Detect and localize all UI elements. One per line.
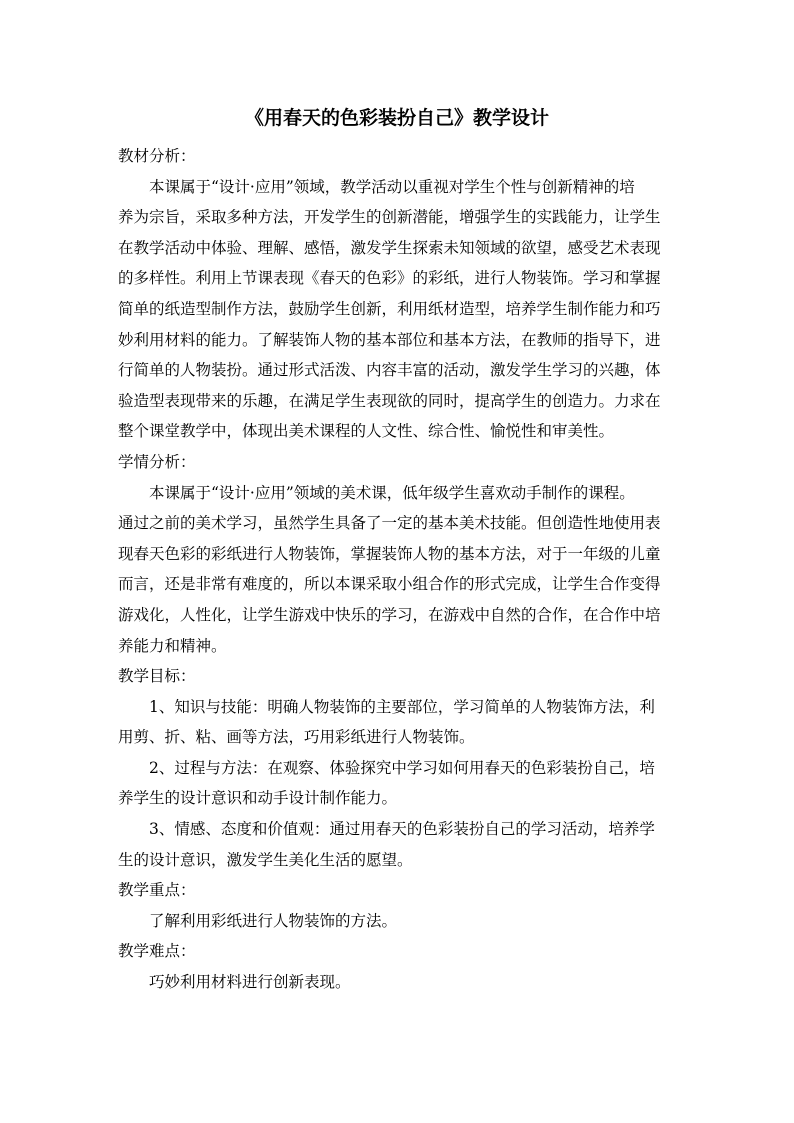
text-line: 1、知识与技能：明确人物装饰的主要部位，学习简单的人物装饰方法，利 bbox=[149, 697, 655, 716]
text-line: 养为宗旨，采取多种方法，开发学生的创新潜能，增强学生的实践能力，让学生 bbox=[118, 208, 661, 227]
text-line: 而言，还是非常有难度的，所以本课采取小组合作的形式完成，让学生合作变得 bbox=[118, 575, 661, 594]
section-heading-difficulties: 教学难点： bbox=[118, 942, 196, 961]
text-line: 验造型表现带来的乐趣，在满足学生表现欲的同时，提高学生的创造力。力求在 bbox=[118, 391, 661, 410]
text-line: 2、过程与方法：在观察、体验探究中学习如何用春天的色彩装扮自己，培 bbox=[149, 758, 655, 777]
text-line: 游戏化，人性化，让学生游戏中快乐的学习，在游戏中自然的合作，在合作中培 bbox=[118, 605, 661, 624]
text-line: 巧妙利用材料进行创新表现。 bbox=[149, 973, 351, 992]
document-body bbox=[118, 141, 678, 998]
text-line: 本课属于“设计·应用”领域，教学活动以重视对学生个性与创新精神的培 bbox=[149, 177, 635, 196]
text-line: 简单的纸造型制作方法，鼓励学生创新，利用纸材造型，培养学生制作能力和巧 bbox=[118, 299, 661, 318]
section-heading-textbook-analysis: 教材分析： bbox=[118, 147, 196, 165]
text-line: 现春天色彩的彩纸进行人物装饰，掌握装饰人物的基本方法，对于一年级的儿童 bbox=[118, 544, 661, 563]
text-line: 3、情感、态度和价值观：通过用春天的色彩装扮自己的学习活动，培养学 bbox=[149, 820, 655, 839]
text-line: 养能力和精神。 bbox=[118, 636, 227, 655]
paragraph-difficulties bbox=[118, 967, 678, 998]
text-line: 生的设计意识，激发学生美化生活的愿望。 bbox=[118, 850, 413, 869]
text-line: 在教学活动中体验、理解、感悟，激发学生探索未知领域的欲望，感受艺术表现 bbox=[118, 238, 661, 257]
section-heading-student-analysis: 学情分析： bbox=[118, 452, 196, 471]
text-line: 养学生的设计意识和动手设计制作能力。 bbox=[118, 789, 398, 808]
paragraph-goal-attitude-values bbox=[118, 814, 678, 875]
text-line: 用剪、折、粘、画等方法，巧用彩纸进行人物装饰。 bbox=[118, 728, 475, 747]
document-title: 《用春天的色彩装扮自己》教学设计 bbox=[244, 107, 549, 129]
text-line: 通过之前的美术学习，虽然学生具备了一定的基本美术技能。但创造性地使用表 bbox=[118, 514, 661, 533]
text-line: 整个课堂教学中，体现出美术课程的人文性、综合性、愉悦性和审美性。 bbox=[118, 422, 615, 441]
paragraph-student-analysis bbox=[118, 478, 678, 662]
text-line: 了解利用彩纸进行人物装饰的方法。 bbox=[149, 911, 398, 930]
paragraph-goal-knowledge-skills bbox=[118, 692, 678, 753]
text-line: 行简单的人物装扮。通过形式活泼、内容丰富的活动，激发学生学习的兴趣，体 bbox=[118, 361, 661, 380]
section-heading-key-points: 教学重点： bbox=[118, 881, 196, 900]
paragraph-goal-process-methods bbox=[118, 753, 678, 814]
text-line: 本课属于“设计·应用”领域的美术课，低年级学生喜欢动手制作的课程。 bbox=[149, 483, 635, 502]
section-heading-teaching-goals: 教学目标： bbox=[118, 667, 196, 686]
text-line: 妙利用材料的能力。了解装饰人物的基本部位和基本方法，在教师的指导下，进 bbox=[118, 330, 661, 349]
paragraph-key-points bbox=[118, 906, 678, 937]
text-line: 的多样性。利用上节课表现《春天的色彩》的彩纸，进行人物装饰。学习和掌握 bbox=[118, 269, 661, 288]
paragraph-textbook-analysis bbox=[118, 172, 678, 447]
